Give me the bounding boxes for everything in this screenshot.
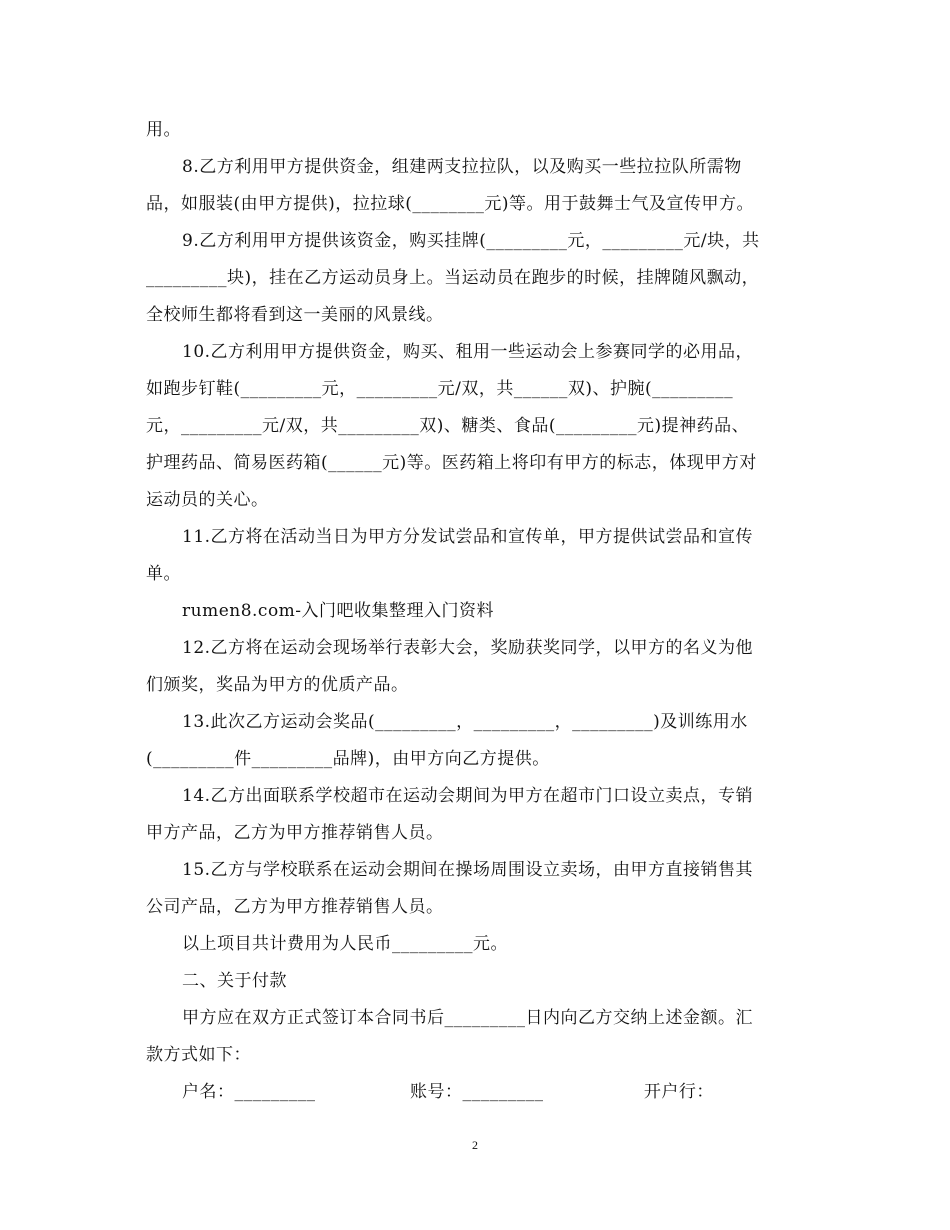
paragraph-11-line-2: 单。 — [146, 564, 181, 584]
paragraph-14-line-2: 甲方产品，乙方为甲方推荐销售人员。 — [146, 823, 444, 843]
paragraph-8-line-1: 8.乙方利用甲方提供资金，组建两支拉拉队，以及购买一些拉拉队所需物 — [182, 157, 742, 177]
page-number: 2 — [472, 1138, 478, 1152]
payment-line-1: 甲方应在双方正式签订本合同书后_________日内向乙方交纳上述金额。汇 — [182, 1008, 753, 1028]
paragraph-15-line-1: 15.乙方与学校联系在运动会期间在操场周围设立卖场，由甲方直接销售其 — [182, 860, 754, 880]
paragraph-12-line-1: 12.乙方将在运动会现场举行表彰大会，奖励获奖同学，以甲方的名义为他 — [182, 638, 754, 658]
paragraph-10-line-3: 元，_________元/双，共_________双)、糖类、食品(_________元)提神药品、 — [146, 416, 750, 436]
paragraph-13-line-1: 13.此次乙方运动会奖品(_________，_________，_________)及训练用水 — [182, 712, 748, 732]
paragraph-13-line-2: (_________件_________品牌)，由甲方向乙方提供。 — [146, 749, 550, 769]
payment-line-2: 款方式如下： — [146, 1045, 251, 1065]
section-heading-payment: 二、关于付款 — [182, 971, 287, 991]
paragraph-12-line-2: 们颁奖，奖品为甲方的优质产品。 — [146, 675, 409, 695]
paragraph-10-line-4: 护理药品、简易医药箱(______元)等。医药箱上将印有甲方的标志，体现甲方对 — [146, 453, 757, 473]
paragraph-10-line-2: 如跑步钉鞋(_________元，_________元/双，共______双)、护腕(_________ — [146, 379, 734, 399]
paragraph-10-line-5: 运动员的关心。 — [146, 490, 269, 510]
paragraph-10-line-1: 10.乙方利用甲方提供资金，购买、租用一些运动会上参赛同学的必用品， — [182, 342, 754, 362]
paragraph-9-line-2: _________块)，挂在乙方运动员身上。当运动员在跑步的时候，挂牌随风飘动， — [146, 268, 760, 288]
paragraph-11-line-1: 11.乙方将在活动当日为甲方分发试尝品和宣传单，甲方提供试尝品和宣传 — [182, 527, 754, 547]
paragraph-8-line-2: 品，如服装(由甲方提供)，拉拉球(________元)等。用于鼓舞士气及宣传甲方。 — [146, 194, 755, 214]
total-cost-line: 以上项目共计费用为人民币_________元。 — [182, 934, 508, 954]
text-line: 用。 — [146, 120, 181, 140]
paragraph-9-line-3: 全校师生都将看到这一美丽的风景线。 — [146, 305, 444, 325]
source-line: rumen8.com-入门吧收集整理入门资料 — [182, 601, 495, 621]
paragraph-15-line-2: 公司产品，乙方为甲方推荐销售人员。 — [146, 897, 444, 917]
paragraph-14-line-1: 14.乙方出面联系学校超市在运动会期间为甲方在超市门口设立卖点，专销 — [182, 786, 754, 806]
paragraph-9-line-1: 9.乙方利用甲方提供该资金，购买挂牌(_________元，_________元/块，共 — [182, 231, 760, 251]
bank-details-line: 户名：_________ 账号：_________ 开户行： — [182, 1082, 714, 1102]
